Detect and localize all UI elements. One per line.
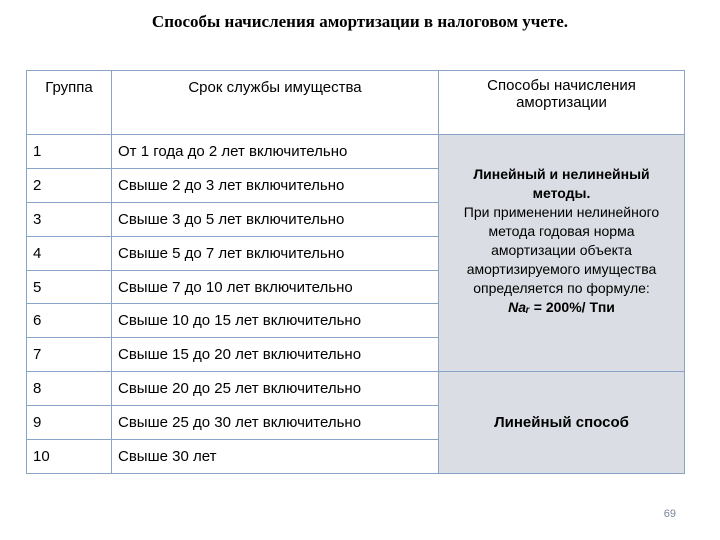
group-cell: 9 bbox=[27, 406, 112, 440]
term-cell: Свыше 5 до 7 лет включительно bbox=[112, 236, 439, 270]
term-cell: Свыше 3 до 5 лет включительно bbox=[112, 202, 439, 236]
depreciation-formula bbox=[445, 298, 678, 317]
page-number: 69 bbox=[663, 508, 676, 520]
group-cell: 1 bbox=[27, 135, 112, 169]
table-row bbox=[27, 135, 685, 169]
depreciation-table bbox=[26, 70, 685, 474]
header-term: Срок службы имущества bbox=[112, 71, 439, 135]
group-cell: 5 bbox=[27, 270, 112, 304]
term-cell: Свыше 20 до 25 лет включительно bbox=[112, 372, 439, 406]
term-cell: Свыше 30 лет bbox=[112, 440, 439, 474]
formula-expression: = 200%/ Тпи bbox=[529, 299, 615, 315]
group-cell: 8 bbox=[27, 372, 112, 406]
term-cell: Свыше 10 до 15 лет включительно bbox=[112, 304, 439, 338]
formula-variable: Naᵣ bbox=[508, 299, 530, 315]
header-methods: Способы начисления амортизации bbox=[439, 71, 685, 135]
group-cell: 3 bbox=[27, 202, 112, 236]
method-nonlinear-cell bbox=[439, 135, 685, 372]
method-nonlinear-heading: Линейный и нелинейный методы. bbox=[473, 166, 650, 201]
table-header-row bbox=[27, 71, 685, 135]
group-cell: 4 bbox=[27, 236, 112, 270]
term-cell: Свыше 25 до 30 лет включительно bbox=[112, 406, 439, 440]
page-title: Способы начисления амортизации в налоговом учете. bbox=[151, 12, 569, 31]
term-cell: Свыше 15 до 20 лет включительно bbox=[112, 338, 439, 372]
method-linear-cell: Линейный способ bbox=[439, 372, 685, 474]
group-cell: 10 bbox=[27, 440, 112, 474]
group-cell: 2 bbox=[27, 168, 112, 202]
term-cell: От 1 года до 2 лет включительно bbox=[112, 135, 439, 169]
term-cell: Свыше 7 до 10 лет включительно bbox=[112, 270, 439, 304]
group-cell: 6 bbox=[27, 304, 112, 338]
group-cell: 7 bbox=[27, 338, 112, 372]
table-row bbox=[27, 372, 685, 406]
method-nonlinear-text: При применении нелинейного метода годовая норма амортизации объекта амортизируемого имущества определяется по формуле: bbox=[463, 204, 660, 296]
header-group: Группа bbox=[27, 71, 112, 135]
term-cell: Свыше 2 до 3 лет включительно bbox=[112, 168, 439, 202]
